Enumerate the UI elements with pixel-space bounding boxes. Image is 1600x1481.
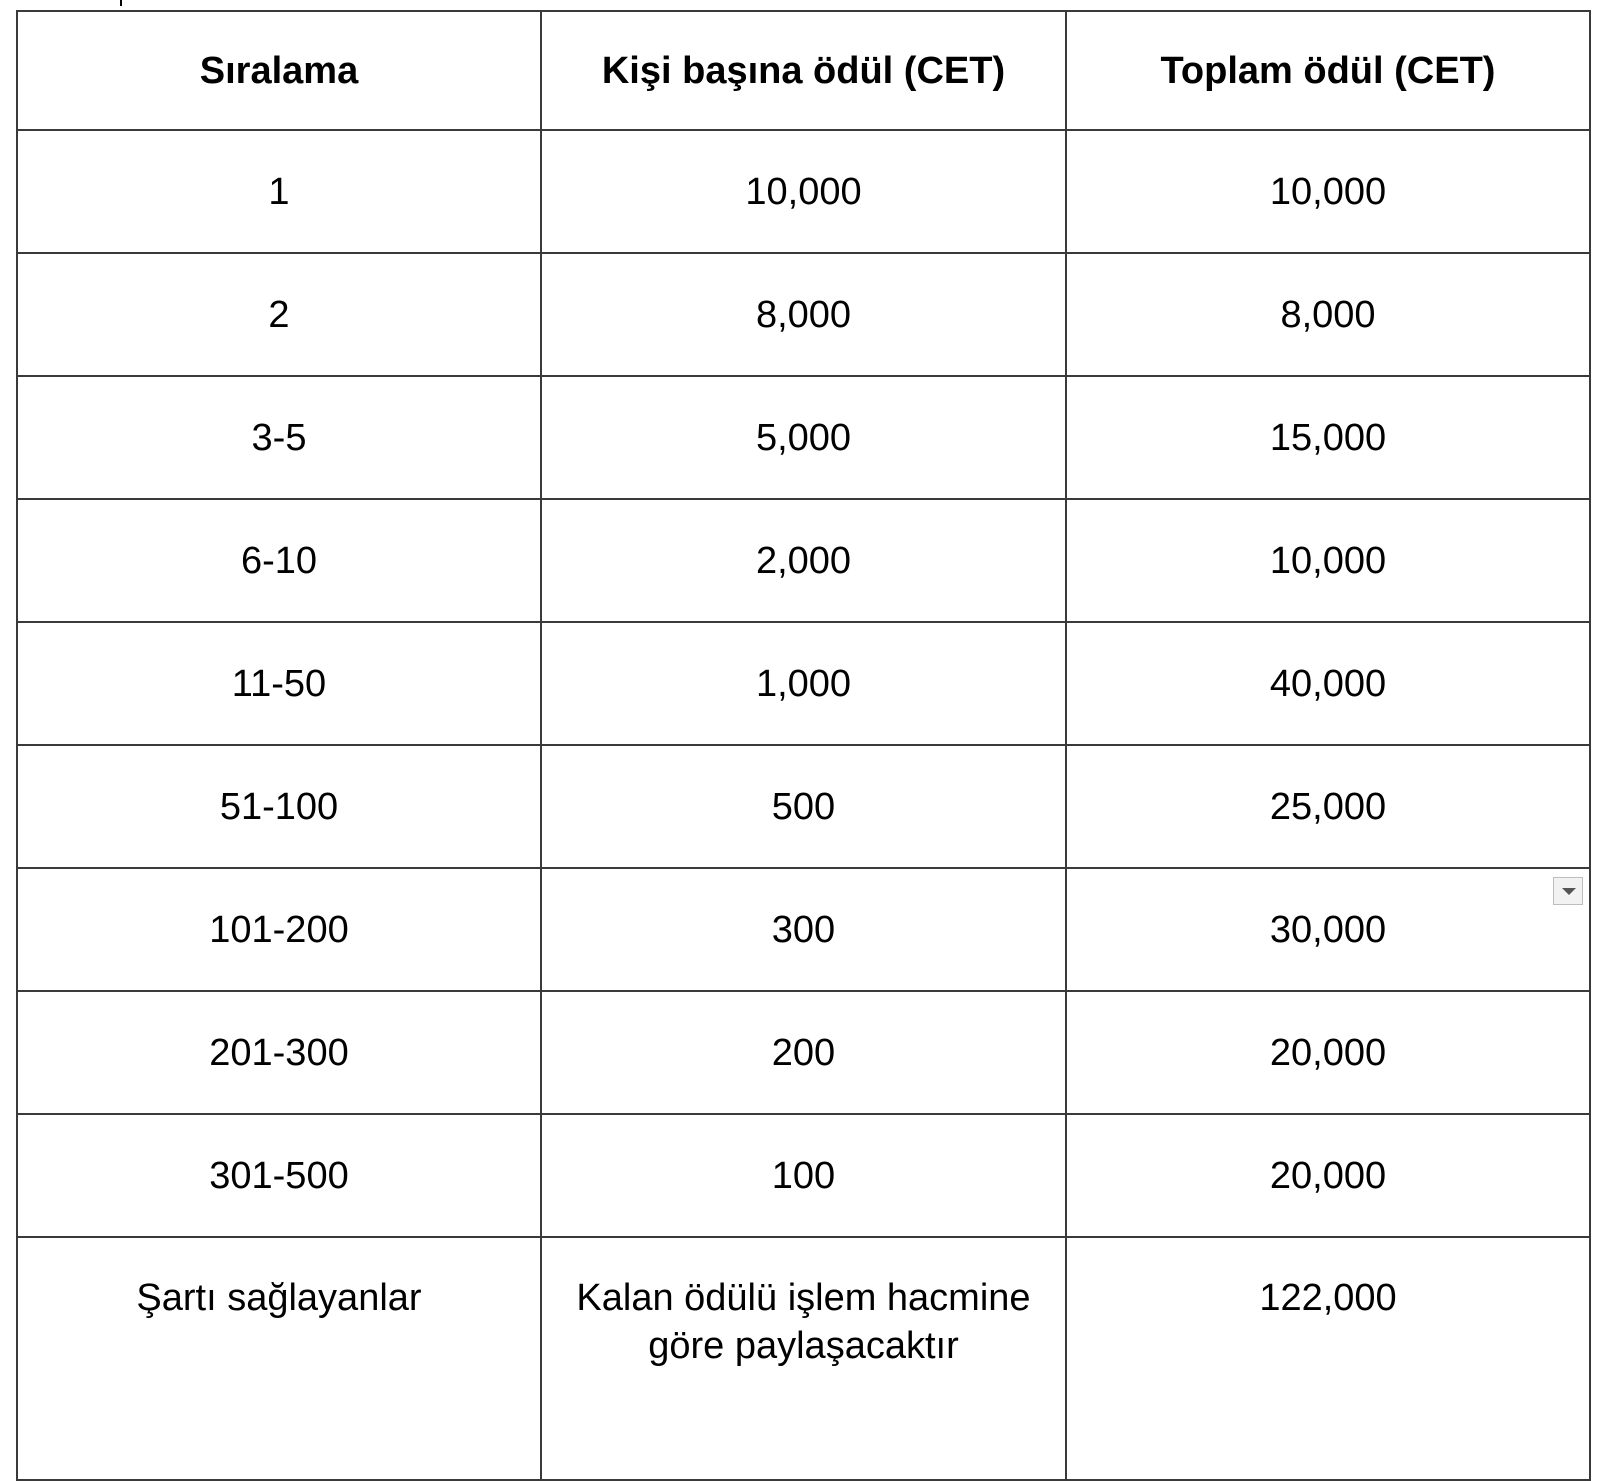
table-row <box>17 745 1590 868</box>
header-reward-per-person: Kişi başına ödül (CET) <box>541 11 1066 130</box>
per-person-cell: 300 <box>541 868 1066 991</box>
rank-cell: 6-10 <box>17 499 541 622</box>
total-cell: 10,000 <box>1066 130 1590 253</box>
reward-table <box>16 10 1591 1481</box>
table-row <box>17 130 1590 253</box>
rank-cell: Şartı sağlayanlar <box>17 1237 541 1480</box>
table-row <box>17 499 1590 622</box>
rank-cell: 201-300 <box>17 991 541 1114</box>
table-row <box>17 1114 1590 1237</box>
header-total-reward: Toplam ödül (CET) <box>1066 11 1590 130</box>
table-row <box>17 253 1590 376</box>
text-fragment <box>120 0 122 6</box>
rank-cell: 2 <box>17 253 541 376</box>
header-rank: Sıralama <box>17 11 541 130</box>
total-cell: 10,000 <box>1066 499 1590 622</box>
table-header-row <box>17 11 1590 130</box>
total-cell: 122,000 <box>1066 1237 1590 1480</box>
total-cell[interactable] <box>1066 868 1590 991</box>
chevron-down-icon[interactable] <box>1553 877 1583 905</box>
table-row <box>17 622 1590 745</box>
table-row <box>17 376 1590 499</box>
total-cell-value: 30,000 <box>1269 908 1387 951</box>
per-person-cell: 10,000 <box>541 130 1066 253</box>
total-cell: 40,000 <box>1066 622 1590 745</box>
per-person-cell: Kalan ödülü işlem hacmine göre paylaşacaktır <box>541 1237 1066 1480</box>
rank-cell: 101-200 <box>17 868 541 991</box>
per-person-cell: 500 <box>541 745 1066 868</box>
per-person-cell: 2,000 <box>541 499 1066 622</box>
rank-cell: 1 <box>17 130 541 253</box>
table-row <box>17 1237 1590 1480</box>
total-cell: 25,000 <box>1066 745 1590 868</box>
total-cell: 8,000 <box>1066 253 1590 376</box>
rank-cell: 301-500 <box>17 1114 541 1237</box>
per-person-cell: 5,000 <box>541 376 1066 499</box>
rank-cell: 11-50 <box>17 622 541 745</box>
total-cell: 20,000 <box>1066 991 1590 1114</box>
per-person-cell: 1,000 <box>541 622 1066 745</box>
total-cell: 20,000 <box>1066 1114 1590 1237</box>
rank-cell: 3-5 <box>17 376 541 499</box>
per-person-cell: 200 <box>541 991 1066 1114</box>
rank-cell: 51-100 <box>17 745 541 868</box>
total-cell: 15,000 <box>1066 376 1590 499</box>
table-row <box>17 991 1590 1114</box>
per-person-cell: 100 <box>541 1114 1066 1237</box>
per-person-cell: 8,000 <box>541 253 1066 376</box>
table-row <box>17 868 1590 991</box>
